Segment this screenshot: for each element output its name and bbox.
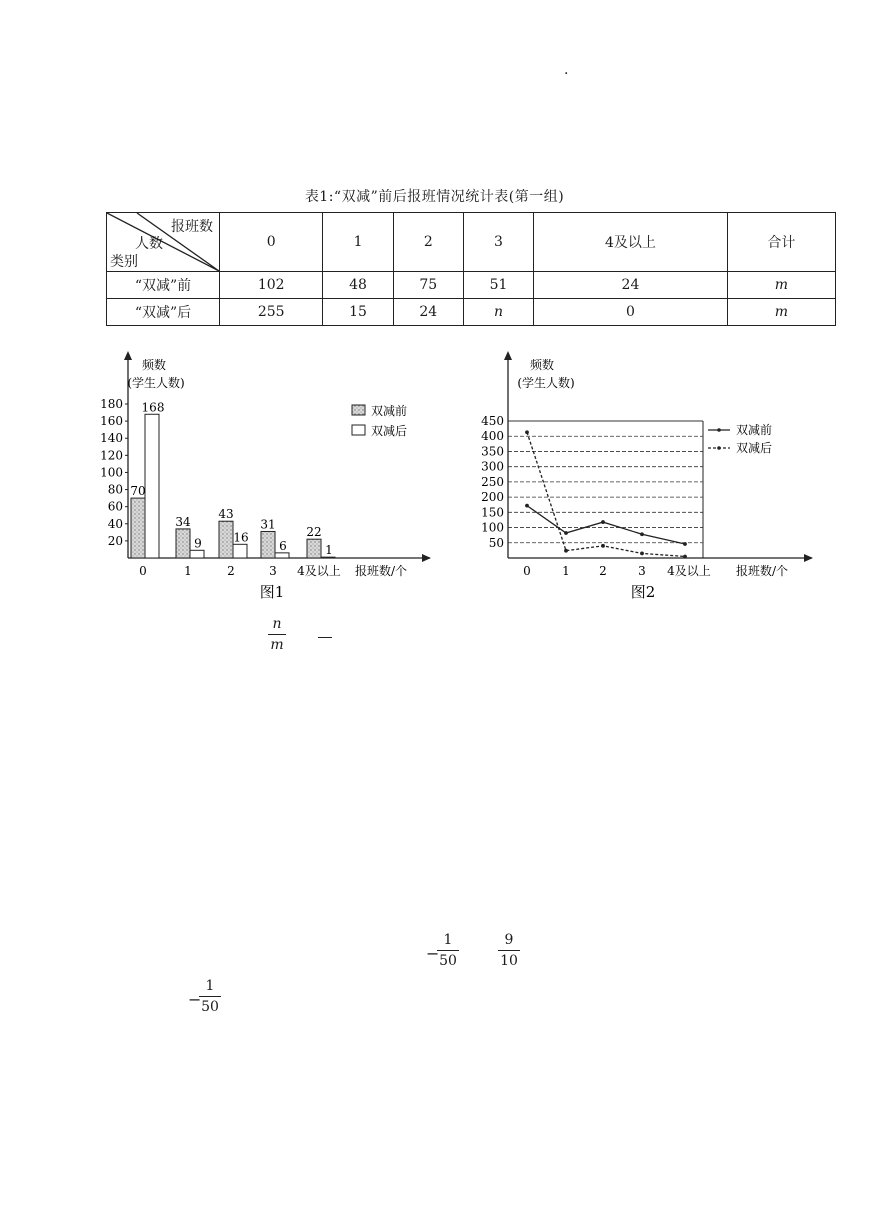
data-label-after: 9 xyxy=(194,536,202,551)
fraction-numerator: 1 xyxy=(443,932,453,948)
series-line-after xyxy=(527,432,685,556)
fraction-n-over-m xyxy=(268,614,286,655)
data-label-before: 70 xyxy=(130,484,146,499)
fraction-denominator: 10 xyxy=(500,953,518,969)
stats-table xyxy=(106,212,836,326)
y-tick-label: 150 xyxy=(481,505,504,520)
bar-after xyxy=(233,544,247,558)
table-caption: 表1:“双减”前后报班情况统计表(第一组) xyxy=(304,189,565,205)
fraction-9-10 xyxy=(498,930,520,971)
y-tick-label: 180 xyxy=(100,397,123,411)
figure1-bar-chart xyxy=(90,345,450,605)
table-cell: 24 xyxy=(534,272,728,299)
col-header: 0 xyxy=(220,213,323,272)
legend-swatch-after xyxy=(352,425,365,435)
fraction-numerator: n xyxy=(272,616,282,632)
data-label-after: 6 xyxy=(279,538,287,553)
data-point-after xyxy=(683,555,687,559)
y-tick-label: 50 xyxy=(488,535,504,550)
y-tick-label: 450 xyxy=(481,414,504,428)
row-label: “双减”前 xyxy=(107,272,220,299)
col-header: 2 xyxy=(393,213,463,272)
table-cell: 102 xyxy=(220,272,323,299)
bar-before xyxy=(131,498,145,558)
bar-before xyxy=(307,539,321,558)
data-label-after: 1 xyxy=(325,543,333,558)
figure1-xlabel: 报班数/个 xyxy=(355,564,408,578)
x-tick-label: 1 xyxy=(184,564,192,578)
data-point-before xyxy=(525,504,529,508)
y-tick-label: 100 xyxy=(100,465,123,480)
row-label: “双减”后 xyxy=(107,299,220,326)
x-tick-label: 1 xyxy=(562,564,570,578)
data-point-before xyxy=(683,542,687,546)
y-tick-label: 400 xyxy=(481,429,504,444)
figure2-caption: 图2 xyxy=(630,583,656,601)
minus-sign: − xyxy=(426,944,440,963)
legend-swatch-before xyxy=(352,405,365,415)
fraction-neg-1-50 xyxy=(437,930,459,971)
fraction-denominator: 50 xyxy=(439,953,457,969)
table-cell: 0 xyxy=(534,299,728,326)
y-tick-label: 20 xyxy=(107,533,123,548)
y-axis-arrow xyxy=(504,351,512,360)
x-tick-label: 4及以上 xyxy=(297,564,341,578)
y-tick-label: 60 xyxy=(107,499,123,514)
data-point-after xyxy=(564,549,568,553)
data-label-before: 22 xyxy=(306,525,322,540)
table-cell: 48 xyxy=(323,272,393,299)
figure2-ylabel-line2: (学生人数) xyxy=(517,376,575,390)
data-point-before xyxy=(601,520,605,524)
table-cell: 15 xyxy=(323,299,393,326)
table-corner-cell xyxy=(107,213,220,272)
y-tick-label: 40 xyxy=(107,516,123,531)
col-header: 4及以上 xyxy=(534,213,728,272)
bar-before xyxy=(261,531,275,558)
table-header-row xyxy=(107,213,836,272)
corner-label-middle: 人数 xyxy=(135,236,163,252)
figure1-ylabel-line2: (学生人数) xyxy=(127,376,185,390)
x-tick-label: 3 xyxy=(638,564,646,578)
y-tick-label: 100 xyxy=(481,520,504,535)
corner-label-bottom: 类别 xyxy=(110,254,138,270)
figure2-xlabel: 报班数/个 xyxy=(736,564,789,578)
fraction-denominator: m xyxy=(270,637,284,653)
fraction-neg-1-50 xyxy=(199,976,221,1017)
series-line-before xyxy=(527,506,685,544)
corner-label-top: 报班数 xyxy=(171,219,213,235)
y-tick-label: 80 xyxy=(107,482,123,497)
y-tick-label: 300 xyxy=(481,459,504,474)
table-cell: m xyxy=(727,299,835,326)
figure2-line-chart xyxy=(470,345,830,605)
bar-before xyxy=(219,521,233,558)
table-cell: 75 xyxy=(393,272,463,299)
data-label-before: 43 xyxy=(218,507,234,522)
figure1-ylabel-line1: 频数 xyxy=(141,358,167,372)
data-point-before xyxy=(640,532,644,536)
table-cell: 24 xyxy=(393,299,463,326)
col-header: 3 xyxy=(463,213,533,272)
minus-sign: − xyxy=(188,990,202,1009)
legend-label-after: 双减后 xyxy=(736,441,773,455)
x-tick-label: 0 xyxy=(139,564,147,578)
y-tick-label: 350 xyxy=(481,444,504,459)
y-tick-label: 120 xyxy=(100,448,123,463)
figure1-caption: 图1 xyxy=(259,583,285,601)
y-tick-label: 160 xyxy=(100,414,123,429)
data-point-after xyxy=(601,544,605,548)
col-header: 合计 xyxy=(727,213,835,272)
legend-label-before: 双减前 xyxy=(736,423,773,437)
data-point-after xyxy=(525,430,529,434)
data-label-after: 168 xyxy=(141,400,165,415)
fraction-numerator: 1 xyxy=(205,978,215,994)
table-row xyxy=(107,299,836,326)
stray-dot: . xyxy=(564,62,569,78)
table-cell: n xyxy=(463,299,533,326)
legend-marker-before xyxy=(717,428,721,432)
fraction-denominator: 50 xyxy=(201,999,219,1015)
bar-before xyxy=(176,529,190,558)
y-axis-arrow xyxy=(124,351,132,360)
col-header: 1 xyxy=(323,213,393,272)
legend-label-before: 双减前 xyxy=(371,404,408,418)
fraction-numerator: 9 xyxy=(504,932,514,948)
legend-label-after: 双减后 xyxy=(371,424,408,438)
x-tick-label: 2 xyxy=(599,564,607,578)
x-axis-arrow xyxy=(804,554,813,562)
data-label-before: 34 xyxy=(175,514,191,529)
bar-after xyxy=(275,553,289,558)
x-axis-arrow xyxy=(422,554,431,562)
table-cell: 51 xyxy=(463,272,533,299)
blank-line xyxy=(318,637,332,638)
table-cell: 255 xyxy=(220,299,323,326)
x-tick-label: 3 xyxy=(269,564,277,578)
bar-after xyxy=(145,414,159,558)
x-tick-label: 4及以上 xyxy=(667,564,711,578)
y-tick-label: 200 xyxy=(481,490,504,505)
x-tick-label: 0 xyxy=(523,564,531,578)
data-point-before xyxy=(564,531,568,535)
table-cell: m xyxy=(727,272,835,299)
bar-after xyxy=(321,557,335,558)
y-tick-label: 250 xyxy=(481,474,504,489)
bar-after xyxy=(190,550,204,558)
data-label-after: 16 xyxy=(233,530,249,545)
table-row xyxy=(107,272,836,299)
data-label-before: 31 xyxy=(260,517,276,532)
legend-marker-after xyxy=(717,446,721,450)
x-tick-label: 2 xyxy=(227,564,235,578)
y-tick-label: 140 xyxy=(100,431,123,446)
figure2-ylabel-line1: 频数 xyxy=(529,358,555,372)
data-point-after xyxy=(640,552,644,556)
